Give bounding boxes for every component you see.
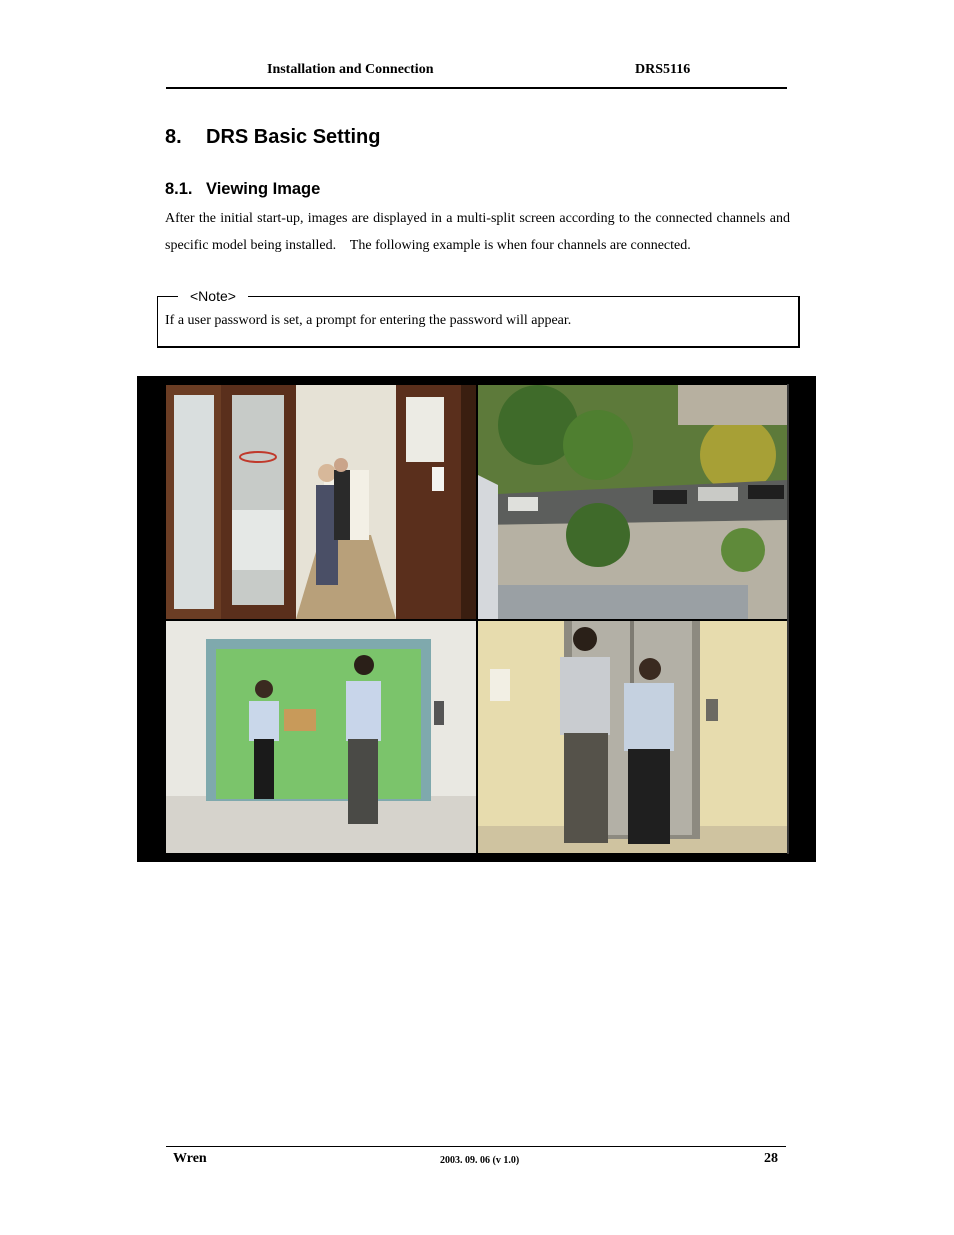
note-text: If a user password is set, a prompt for entering the password will appear. bbox=[165, 313, 572, 328]
camera-view-street bbox=[478, 385, 787, 619]
multi-split-screen bbox=[137, 376, 816, 862]
header-rule bbox=[166, 87, 787, 89]
footer-page-number: 28 bbox=[764, 1151, 778, 1166]
header-model-name: DRS5116 bbox=[635, 62, 691, 77]
camera-view-elevator-green bbox=[166, 621, 476, 853]
camera-view-corridor bbox=[166, 385, 476, 619]
section-number: 8. bbox=[165, 126, 182, 148]
screen-edge bbox=[787, 384, 789, 854]
subsection-title: Viewing Image bbox=[206, 180, 321, 198]
note-title: <Note> bbox=[178, 288, 248, 304]
header-section-title: Installation and Connection bbox=[267, 62, 434, 77]
section-title: DRS Basic Setting bbox=[206, 126, 381, 148]
subsection-heading bbox=[165, 180, 320, 199]
camera-view-elevator-metal bbox=[478, 621, 787, 853]
footer-company: Wren bbox=[173, 1151, 207, 1166]
body-paragraph: After the initial start-up, images are displayed in a multi-split screen according to the connected channels and specific model being installed. The following example is when four channels are connected. bbox=[165, 211, 790, 253]
section-heading bbox=[165, 126, 380, 149]
footer-date-version: 2003. 09. 06 (v 1.0) bbox=[440, 1155, 520, 1166]
subsection-number: 8.1. bbox=[165, 180, 193, 198]
footer-rule bbox=[166, 1146, 786, 1147]
